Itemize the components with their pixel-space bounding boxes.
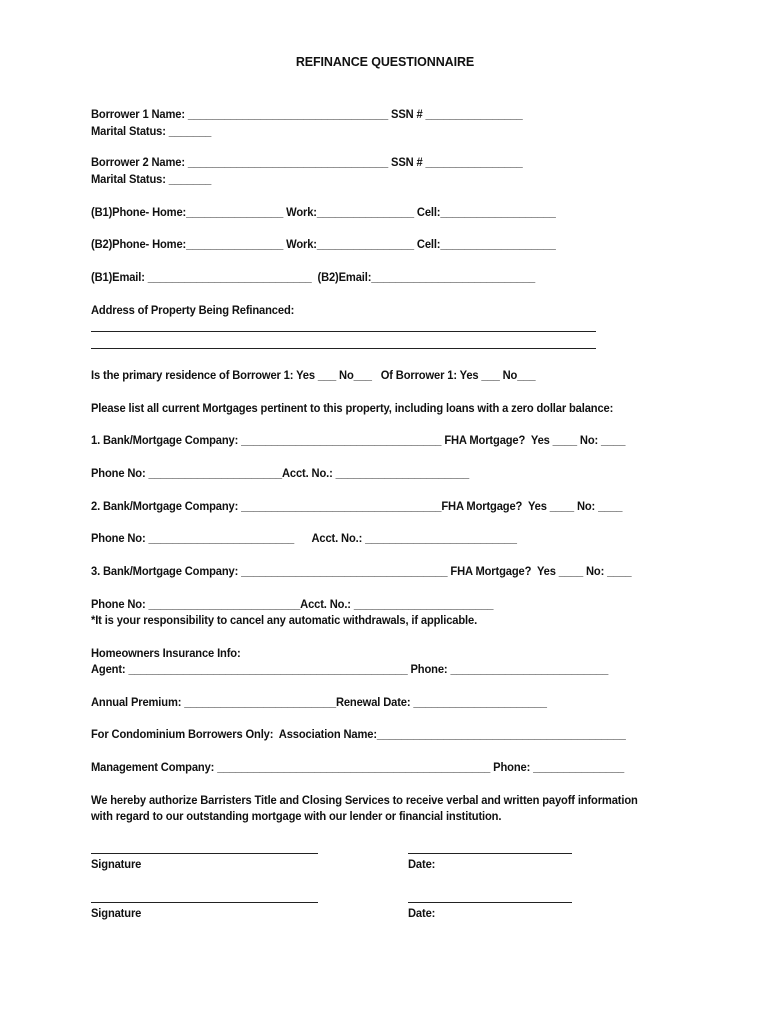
borrower1-marital-line: Marital Status: _______ bbox=[91, 124, 212, 138]
mortgage1-bank-line: 1. Bank/Mortgage Company: _________________________________ FHA Mortgage? Yes ____ No: ____ bbox=[91, 433, 626, 447]
authorization-text-2: with regard to our outstanding mortgage with our lender or financial institution. bbox=[91, 809, 502, 823]
mortgage1-phone-line: Phone No: ______________________Acct. No.: ______________________ bbox=[91, 466, 470, 480]
mortgages-instruction: Please list all current Mortgages pertinent to this property, including loans with a zero dollar balance: bbox=[91, 401, 614, 415]
signature2-label: Signature bbox=[91, 906, 142, 920]
mortgage2-bank-line: 2. Bank/Mortgage Company: _________________________________FHA Mortgage? Yes ____ No: ____ bbox=[91, 499, 623, 513]
primary-residence-line: Is the primary residence of Borrower 1: Yes ___ No___ Of Borrower 1: Yes ___ No___ bbox=[91, 368, 536, 382]
borrower1-phone-line: (B1)Phone- Home:________________ Work:________________ Cell:___________________ bbox=[91, 205, 556, 219]
address-rule-2 bbox=[91, 348, 596, 349]
borrower2-phone-line: (B2)Phone- Home:________________ Work:________________ Cell:___________________ bbox=[91, 237, 556, 251]
borrower1-name-line: Borrower 1 Name: _________________________________ SSN # ________________ bbox=[91, 107, 523, 121]
page-title: REFINANCE QUESTIONNAIRE bbox=[295, 55, 475, 69]
authorization-text-1: We hereby authorize Barristers Title and Closing Services to receive verbal and written payoff information bbox=[91, 793, 638, 807]
management-company-line: Management Company: _____________________________________________ Phone: _______________ bbox=[91, 760, 625, 774]
date1-rule bbox=[408, 853, 572, 854]
mortgage3-phone-line: Phone No: _________________________Acct. No.: _______________________ bbox=[91, 597, 494, 611]
signature1-rule bbox=[91, 853, 318, 854]
mortgage2-phone-line: Phone No: ________________________ Acct. No.: _________________________ bbox=[91, 531, 517, 545]
insurance-label: Homeowners Insurance Info: bbox=[91, 646, 241, 660]
agent-line: Agent: ______________________________________________ Phone: __________________________ bbox=[91, 662, 609, 676]
date2-rule bbox=[408, 902, 572, 903]
borrower2-marital-line: Marital Status: _______ bbox=[91, 172, 212, 186]
annual-premium-line: Annual Premium: _________________________Renewal Date: ______________________ bbox=[91, 695, 547, 709]
address-label: Address of Property Being Refinanced: bbox=[91, 303, 295, 317]
auto-withdrawal-note: *It is your responsibility to cancel any automatic withdrawals, if applicable. bbox=[91, 613, 478, 627]
signature2-rule bbox=[91, 902, 318, 903]
address-rule-1 bbox=[91, 331, 596, 332]
date1-label: Date: bbox=[408, 857, 436, 871]
borrower2-name-line: Borrower 2 Name: _________________________________ SSN # ________________ bbox=[91, 155, 523, 169]
date2-label: Date: bbox=[408, 906, 436, 920]
email-line: (B1)Email: ___________________________ (B2)Email:___________________________ bbox=[91, 270, 536, 284]
mortgage3-bank-line: 3. Bank/Mortgage Company: __________________________________ FHA Mortgage? Yes ____ No: ____ bbox=[91, 564, 632, 578]
condo-line: For Condominium Borrowers Only: Association Name:_________________________________________ bbox=[91, 727, 626, 741]
signature1-label: Signature bbox=[91, 857, 142, 871]
